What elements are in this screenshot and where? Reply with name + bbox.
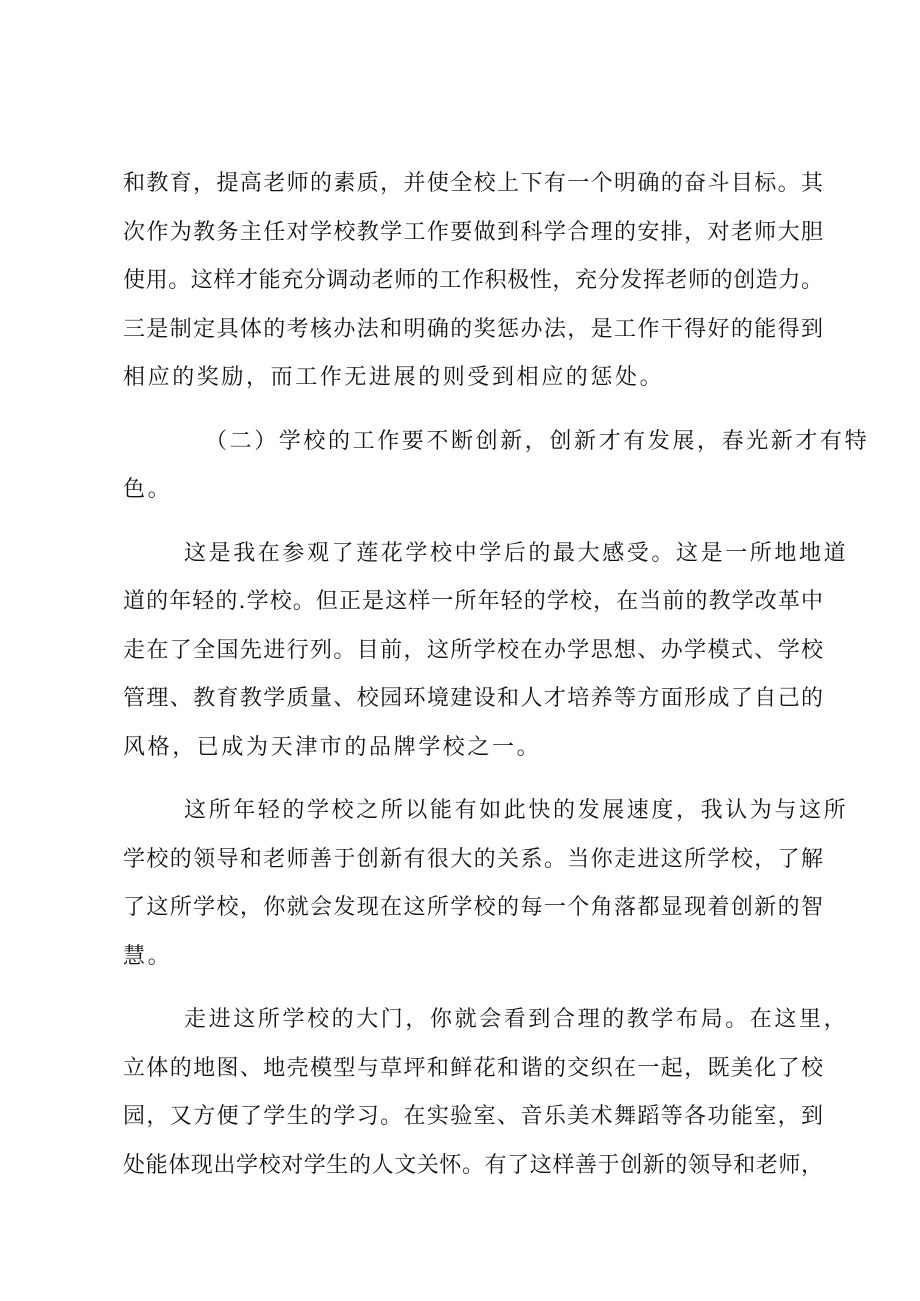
text-line: 慧。 — [123, 943, 173, 969]
text-line: 管理、教育教学质量、校园环境建设和人才培养等方面形成了自己的 — [123, 686, 823, 711]
text-line: 学校的领导和老师善于创新有很大的关系。当你走进这所学校，了解 — [123, 846, 823, 872]
text-line: 这所年轻的学校之所以能有如此快的发展速度，我认为与这所 — [184, 798, 849, 823]
text-line: 了这所学校，你就会发现在这所学校的每一个角落都显现着创新的智 — [123, 895, 823, 920]
text-line: 这是我在参观了莲花学校中学后的最大感受。这是一所地地道 — [184, 540, 849, 566]
text-line: 道的年轻的.学校。但正是这样一所年轻的学校，在当前的教学改革中 — [123, 589, 823, 614]
text-line: 三是制定具体的考核办法和明确的奖惩办法，是工作干得好的能得到 — [123, 316, 823, 342]
text-line: 走在了全国先进行列。目前，这所学校在办学思想、办学模式、学校 — [123, 637, 823, 663]
text-line: 和教育，提高老师的素质，并使全校上下有一个明确的奋斗目标。其 — [123, 171, 823, 196]
document-body — [123, 160, 870, 1190]
section-heading — [123, 418, 870, 515]
text-line: 处能体现出学校对学生的人文关怀。有了这样善于创新的领导和老师， — [123, 1152, 823, 1178]
heading-line: （二）学校的工作要不断创新，创新才有发展，春光新才有特 — [205, 428, 870, 454]
text-line: 相应的奖励，而工作无进展的则受到相应的惩处。 — [123, 365, 665, 390]
text-line: 园，又方便了学生的学习。在实验室、音乐美术舞蹈等各功能室，到 — [123, 1104, 823, 1129]
heading-line: 色。 — [123, 477, 173, 502]
text-line: 立体的地图、地壳模型与草坪和鲜花和谐的交织在一起，既美化了校 — [123, 1055, 823, 1081]
paragraph-3 — [123, 530, 849, 773]
paragraph-4 — [123, 787, 849, 981]
paragraph-1 — [123, 160, 823, 403]
text-line: 次作为教务主任对学校教学工作要做到科学合理的安排，对老师大胆 — [123, 219, 823, 245]
text-line: 风格，已成为天津市的品牌学校之一。 — [123, 734, 542, 760]
text-line: 使用。这样才能充分调动老师的工作积极性，充分发挥老师的创造力。 — [123, 268, 823, 293]
paragraph-5 — [123, 996, 849, 1190]
text-line: 走进这所学校的大门，你就会看到合理的教学布局。在这里， — [184, 1007, 849, 1032]
